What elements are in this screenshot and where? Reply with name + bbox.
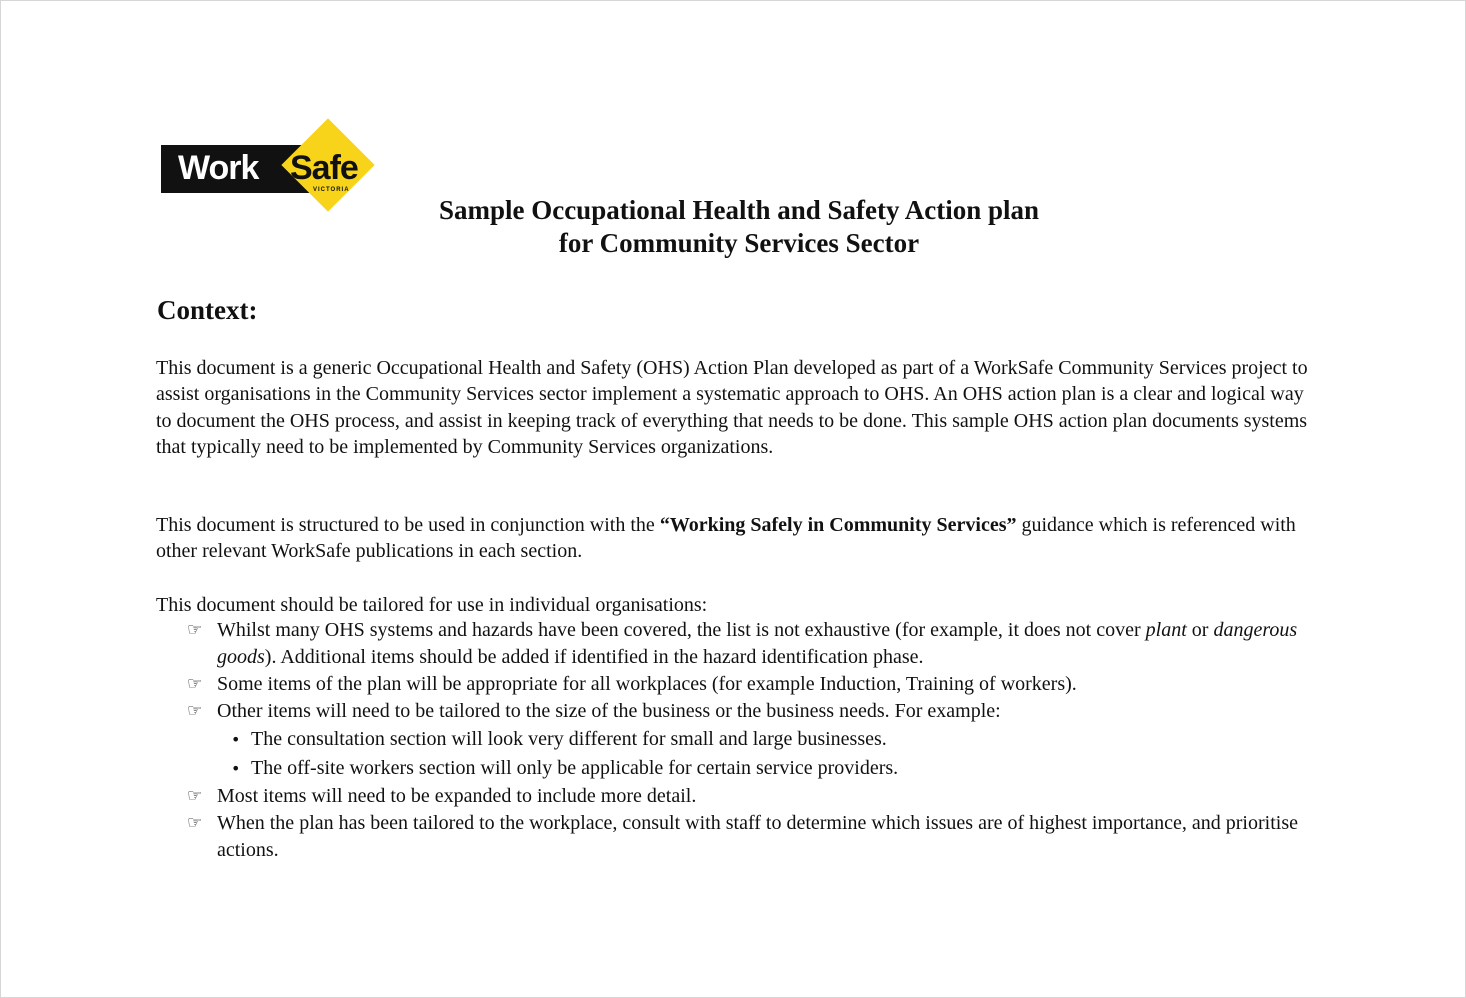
list-item-text: Some items of the plan will be appropriate for all workplaces (for example Induction, Training of workers). bbox=[217, 673, 1077, 695]
list-item bbox=[187, 783, 1327, 810]
structure-paragraph bbox=[156, 512, 1321, 565]
list-item bbox=[187, 698, 1327, 725]
list-item-italic-plant: plant bbox=[1145, 619, 1187, 641]
pointing-hand-icon: ☞ bbox=[187, 674, 203, 694]
list-item-text: When the plan has been tailored to the workplace, consult with staff to determine which issues are of highest importance, and prioritise actions. bbox=[217, 812, 1298, 861]
document-title-line2: for Community Services Sector bbox=[558, 228, 920, 258]
sub-list-item bbox=[187, 754, 1327, 783]
bullet-dot-icon: • bbox=[231, 730, 241, 749]
sub-list-item bbox=[187, 725, 1327, 754]
sub-list-item-text: The off-site workers section will only be applicable for certain service providers. bbox=[251, 757, 899, 779]
list-item-italic-dangerous-goods: dangerous goods bbox=[217, 619, 1298, 668]
pointing-hand-icon: ☞ bbox=[187, 701, 203, 721]
logo-text-safe: Safe bbox=[290, 149, 358, 187]
list-item-text: ). Additional items should be added if identified in the hazard identification phase. bbox=[264, 646, 924, 668]
list-item-text: Whilst many OHS systems and hazards have been covered, the list is not exhaustive (for example, it does not cover bbox=[217, 619, 1146, 641]
pointing-hand-icon: ☞ bbox=[187, 813, 203, 833]
list-item bbox=[187, 671, 1327, 698]
bullet-dot-icon: • bbox=[231, 759, 241, 778]
list-item-text: or bbox=[1186, 619, 1214, 641]
pointing-hand-icon: ☞ bbox=[187, 620, 203, 640]
pointing-hand-icon: ☞ bbox=[187, 786, 203, 806]
structure-text-before: This document is structured to be used in conjunction with the bbox=[156, 514, 660, 536]
intro-paragraph: This document is a generic Occupational Health and Safety (OHS) Action Plan developed as part of a WorkSafe Community Services project to assist organisations in the Community Services sector implement a systematic approach to OHS. An OHS action plan is a clear and logical way to document the OHS process, and assist in keeping track of everything that needs to be done. This sample OHS action plan documents systems that typically need to be implemented by Community Services organizations. bbox=[156, 357, 1308, 459]
document-title-line1: Sample Occupational Health and Safety Action plan bbox=[438, 195, 1040, 225]
structure-text-after: guidance which is referenced with other relevant WorkSafe publications in each section. bbox=[156, 514, 1296, 563]
tailoring-paragraph: This document should be tailored for use in individual organisations: bbox=[156, 594, 708, 616]
list-item-text: Most items will need to be expanded to include more detail. bbox=[217, 785, 697, 807]
list-item-text: Other items will need to be tailored to the size of the business or the business needs. For example: bbox=[217, 700, 1001, 722]
context-heading: Context: bbox=[157, 295, 258, 325]
logo-text-victoria: VICTORIA bbox=[313, 187, 350, 193]
tailoring-list bbox=[187, 617, 1327, 864]
logo-text-work: Work bbox=[178, 149, 259, 187]
guidance-title: “Working Safely in Community Services” bbox=[659, 514, 1017, 536]
list-item bbox=[187, 810, 1327, 864]
list-item bbox=[187, 617, 1327, 671]
sub-list-item-text: The consultation section will look very different for small and large businesses. bbox=[251, 728, 887, 750]
